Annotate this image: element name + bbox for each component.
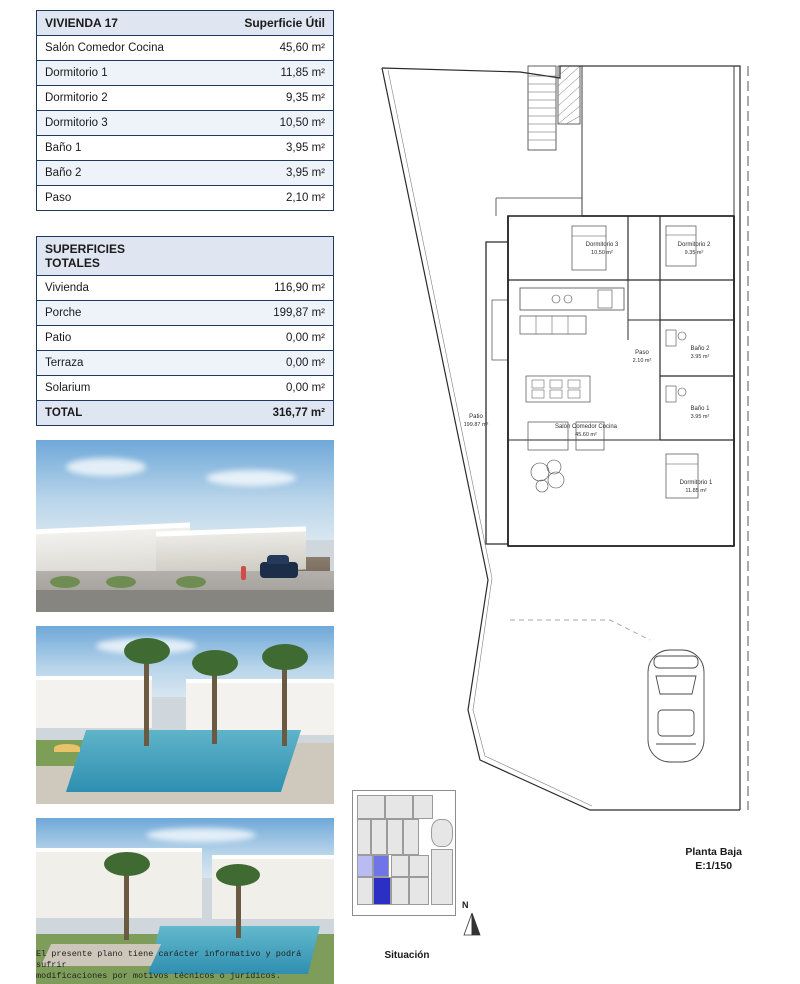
cloud [66,458,146,476]
room-label: Salón Comedor Cocina [37,36,186,61]
road [36,590,334,612]
label-dorm2-area: 9.35 m² [684,250,704,256]
building-right [186,679,334,735]
label-dorm2-name: Dormitorio 2 [677,242,711,248]
table-row [37,36,334,61]
sun-umbrella [54,744,80,752]
label-paso-name: Paso [635,350,649,356]
total-label: Solarium [37,376,186,401]
totals-value-header [185,237,334,276]
totals-title: SUPERFICIES TOTALES [37,237,186,276]
plot-highlight-selected [373,877,391,905]
floor-plan-drawing [360,20,790,850]
room-label: Dormitorio 1 [37,61,186,86]
palm-trunk [124,868,129,940]
room-area: 10,50 m² [185,111,334,136]
palm-crown [192,650,238,676]
palm-crown [262,644,308,670]
label-patio-name: Patio [469,414,483,420]
palm-crown [216,864,260,886]
grand-total-area: 316,77 m² [185,401,334,426]
total-area: 0,00 m² [185,351,334,376]
plot [431,849,453,905]
disclaimer-line-2: modificaciones por motivos técnicos o jurídicos. [36,971,281,981]
table-row [37,301,334,326]
palm-crown [124,638,170,664]
total-area: 199,87 m² [185,301,334,326]
plot [391,877,409,905]
table-header-row [37,11,334,36]
grand-total-row [37,401,334,426]
north-arrow-icon [462,911,484,937]
swimming-pool [66,730,301,792]
plan-caption-title: Planta Baja [685,846,742,858]
north-arrow [462,900,484,937]
table-row [37,111,334,136]
total-label: Patio [37,326,186,351]
palm-crown [104,852,150,876]
plan-caption-scale: E:1/150 [695,860,733,872]
total-area: 116,90 m² [185,276,334,301]
disclaimer [36,949,336,982]
plot [409,877,429,905]
render-image-pool-palms [36,626,334,804]
palm-trunk [282,662,287,746]
palm-trunk [212,666,217,744]
label-salon-name: Salón Comedor Cocina [554,424,618,430]
total-label: Vivienda [37,276,186,301]
label-dorm3-name: Dormitorio 3 [585,242,619,248]
room-area: 11,85 m² [185,61,334,86]
total-label: Porche [37,301,186,326]
plot [409,855,429,877]
render-image-street-view [36,440,334,612]
label-dorm1-name: Dormitorio 1 [679,480,713,486]
table-row [37,326,334,351]
table-row [37,186,334,211]
table-row [37,136,334,161]
room-area: 2,10 m² [286,192,325,204]
label-bano1-name: Baño 1 [690,406,710,412]
room-label: Dormitorio 3 [37,111,186,136]
unit-value-header: Superficie Útil [185,11,334,36]
table-gap [36,211,334,236]
building-left [36,676,152,728]
total-area: 0,00 m² [185,376,334,401]
total-area: 0,00 m² [185,326,334,351]
floor-plan [360,20,790,850]
cloud [206,470,296,486]
room-label: Dormitorio 2 [37,86,186,111]
table-row [37,376,334,401]
grand-total-label: TOTAL [37,401,186,426]
label-dorm3-area: 10.50 m² [591,250,613,256]
table-header-row [37,237,334,276]
plot [357,877,373,905]
room-label: Baño 1 [37,136,186,161]
room-area: 3,95 m² [185,136,334,161]
label-bano1-area: 3.95 m² [690,414,710,420]
room-label: Paso [45,192,72,204]
table-row [37,276,334,301]
label-bano2-name: Baño 2 [690,346,710,352]
label-paso-area: 2.10 m² [632,358,652,364]
label-bano2-area: 3.95 m² [690,354,710,360]
shrub [50,576,80,588]
label-dorm1-area: 11.85 m² [685,488,707,494]
left-column [36,10,334,984]
plot-highlight-mid [373,855,389,877]
cloud [146,828,256,842]
table-row [37,351,334,376]
car [260,562,298,578]
label-patio-area: 199.87 m² [463,422,489,428]
plot [391,855,409,877]
plan-caption [685,845,742,873]
table-row [37,86,334,111]
table-row [37,161,334,186]
totals-surface-table [36,236,334,426]
shrub [106,576,136,588]
room-label: Baño 2 [37,161,186,186]
unit-surface-table [36,10,334,211]
plot-highlight-light [357,855,373,877]
north-label: N [462,900,469,910]
person-figure [241,566,246,580]
palm-trunk [236,878,241,938]
label-salon-area: 45.60 m² [575,432,597,438]
disclaimer-line-1: El presente plano tiene carácter informativo y podrá sufrir [36,949,302,970]
unit-title: VIVIENDA 17 [37,11,186,36]
shrub [176,576,206,588]
room-area: 3,95 m² [185,161,334,186]
room-area: 9,35 m² [185,86,334,111]
room-area: 45,60 m² [185,36,334,61]
table-row [37,61,334,86]
palm-trunk [144,656,149,746]
situacion-caption: Situación [384,950,430,961]
total-label: Terraza [37,351,186,376]
